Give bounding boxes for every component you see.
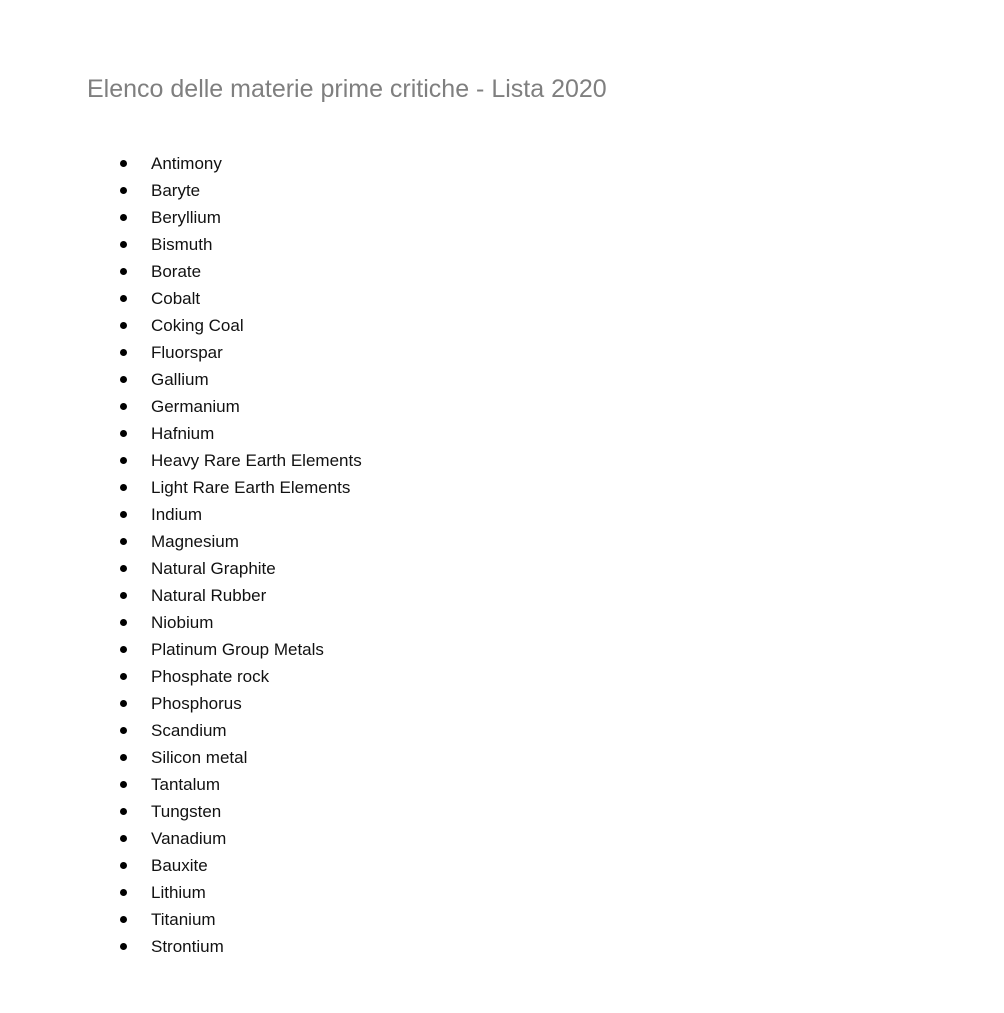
- bullet-icon: [120, 646, 127, 653]
- list-item: [0, 771, 362, 798]
- list-item-label: Bismuth: [151, 235, 213, 254]
- list-item: [0, 258, 362, 285]
- bullet-icon: [120, 754, 127, 761]
- list-item: [0, 366, 362, 393]
- list-item-label: Hafnium: [151, 424, 215, 443]
- list-item-label: Lithium: [151, 883, 206, 902]
- list-item-label: Phosphate rock: [151, 667, 270, 686]
- bullet-icon: [120, 349, 127, 356]
- list-item-label: Antimony: [151, 154, 222, 173]
- list-item-label: Magnesium: [151, 532, 239, 551]
- list-item-label: Coking Coal: [151, 316, 244, 335]
- bullet-icon: [120, 376, 127, 383]
- list-item: [0, 177, 362, 204]
- list-item-label: Strontium: [151, 937, 224, 956]
- materials-list: [0, 150, 362, 960]
- bullet-icon: [120, 322, 127, 329]
- list-item-label: Natural Rubber: [151, 586, 267, 605]
- list-item: [0, 906, 362, 933]
- bullet-icon: [120, 943, 127, 950]
- list-item-label: Heavy Rare Earth Elements: [151, 451, 362, 470]
- list-item: [0, 663, 362, 690]
- list-item: [0, 204, 362, 231]
- list-item-label: Bauxite: [151, 856, 208, 875]
- list-item: [0, 609, 362, 636]
- list-item-label: Beryllium: [151, 208, 221, 227]
- list-item: [0, 420, 362, 447]
- bullet-icon: [120, 808, 127, 815]
- bullet-icon: [120, 781, 127, 788]
- list-item-label: Platinum Group Metals: [151, 640, 324, 659]
- list-item: [0, 447, 362, 474]
- bullet-icon: [120, 592, 127, 599]
- list-item-label: Vanadium: [151, 829, 227, 848]
- list-item: [0, 555, 362, 582]
- list-item-label: Cobalt: [151, 289, 201, 308]
- bullet-icon: [120, 295, 127, 302]
- list-item: [0, 231, 362, 258]
- list-item: [0, 744, 362, 771]
- bullet-icon: [120, 727, 127, 734]
- list-item: [0, 879, 362, 906]
- bullet-icon: [120, 484, 127, 491]
- list-item-label: Scandium: [151, 721, 227, 740]
- list-item: [0, 798, 362, 825]
- list-item-label: Gallium: [151, 370, 209, 389]
- bullet-icon: [120, 565, 127, 572]
- bullet-icon: [120, 430, 127, 437]
- bullet-icon: [120, 673, 127, 680]
- bullet-icon: [120, 835, 127, 842]
- list-item: [0, 825, 362, 852]
- bullet-icon: [120, 619, 127, 626]
- list-item-label: Germanium: [151, 397, 240, 416]
- bullet-icon: [120, 862, 127, 869]
- list-item: [0, 285, 362, 312]
- list-item-label: Phosphorus: [151, 694, 242, 713]
- bullet-icon: [120, 538, 127, 545]
- list-item: [0, 501, 362, 528]
- bullet-icon: [120, 214, 127, 221]
- list-item-label: Indium: [151, 505, 203, 524]
- list-item-label: Fluorspar: [151, 343, 223, 362]
- list-item-label: Borate: [151, 262, 202, 281]
- bullet-icon: [120, 700, 127, 707]
- list-item-label: Titanium: [151, 910, 216, 929]
- list-item: [0, 933, 362, 960]
- bullet-icon: [120, 457, 127, 464]
- bullet-icon: [120, 889, 127, 896]
- bullet-icon: [120, 241, 127, 248]
- list-item-label: Silicon metal: [151, 748, 248, 767]
- list-item: [0, 852, 362, 879]
- list-item: [0, 636, 362, 663]
- list-item: [0, 150, 362, 177]
- list-item: [0, 474, 362, 501]
- list-item-label: Niobium: [151, 613, 214, 632]
- bullet-icon: [120, 403, 127, 410]
- list-item-label: Baryte: [151, 181, 201, 200]
- bullet-icon: [120, 187, 127, 194]
- document-title: Elenco delle materie prime critiche - Lista 2020: [87, 75, 607, 103]
- list-item: [0, 690, 362, 717]
- list-item: [0, 393, 362, 420]
- list-item-label: Tungsten: [151, 802, 222, 821]
- list-item-label: Light Rare Earth Elements: [151, 478, 351, 497]
- bullet-icon: [120, 916, 127, 923]
- list-item: [0, 339, 362, 366]
- bullet-icon: [120, 511, 127, 518]
- list-item: [0, 528, 362, 555]
- list-item: [0, 312, 362, 339]
- list-item-label: Natural Graphite: [151, 559, 276, 578]
- bullet-icon: [120, 268, 127, 275]
- list-item: [0, 582, 362, 609]
- list-item-label: Tantalum: [151, 775, 220, 794]
- list-item: [0, 717, 362, 744]
- bullet-icon: [120, 160, 127, 167]
